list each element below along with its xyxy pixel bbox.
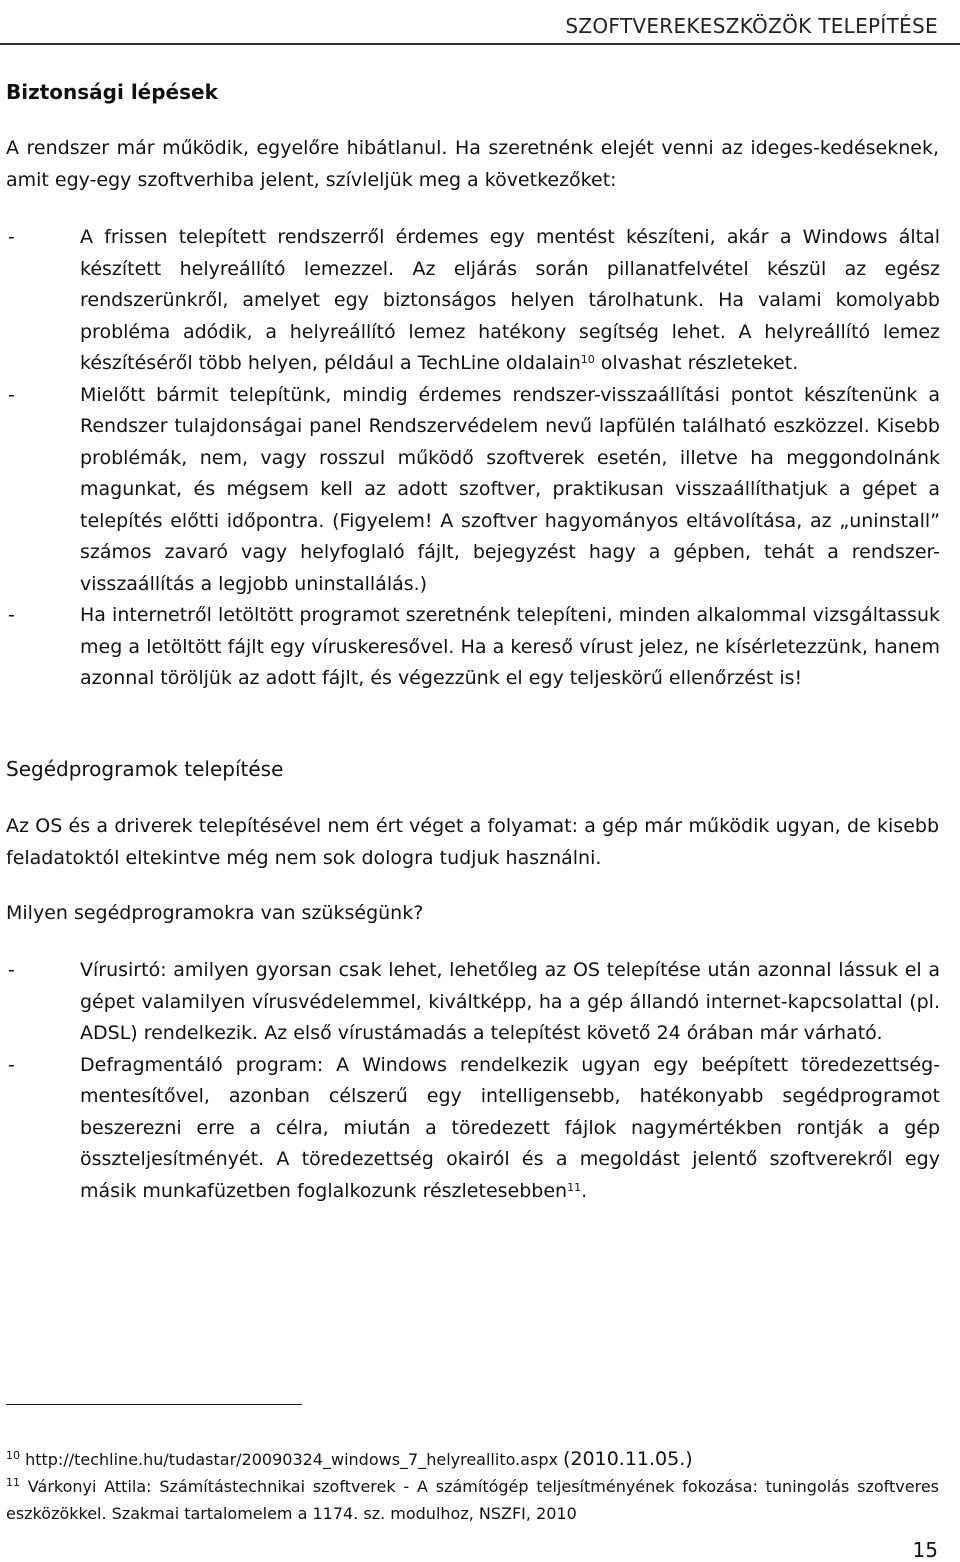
dash-bullet: - xyxy=(8,383,15,406)
list-item: - Defragmentáló program: A Windows rendelkezik ugyan egy beépített töredezettség-mentesítővel, azonban célszerű egy intelligensebb, hatékonyabb segédprogramot beszerezni erre a célra, miután a töredezett fájlok nagymértékben rontják a gép összteljesítményét. A töredezettség okairól és a megoldást jelentő szoftverekről egy másik munkafüzetben foglalkozunk részletesebben$^{11}$. xyxy=(0,1050,940,1208)
dash-bullet: - xyxy=(8,226,15,248)
list-item: - Ha internetről letöltött programot szeretnénk telepíteni, minden alkalommal vizsgáltassuk meg a letöltött fájlt egy víruskeresővel. Ha a kereső vírust jelez, ne kísérletezzünk, hanem azonnal töröljük az adott fájlt, és végezzünk el egy teljeskörű ellenőrzést is! xyxy=(0,600,940,695)
dash-bullet: - xyxy=(8,959,15,981)
footnote-ref-11[interactable]: 11 xyxy=(567,1180,582,1194)
footnote-separator xyxy=(6,1404,302,1405)
footnote-11 xyxy=(6,1473,939,1527)
utilities-question: Milyen segédprogramokra van szükségünk? xyxy=(6,902,424,924)
header-divider xyxy=(0,43,960,45)
footnote-text: Várkonyi Attila: Számítástechnikai szoftverek - A számítógép teljesítményének fokozása: tuningolás szoftveres eszközökkel. Szakmai tartalomelem a 1174. sz. modulhoz, NSZFI, 2010 xyxy=(6,1477,939,1523)
security-steps-list xyxy=(0,222,940,695)
section-heading-security: Biztonsági lépések xyxy=(6,80,218,104)
list-item: - Mielőtt bármit telepítünk, mindig érdemes rendszer-visszaállítási pontot készítenünk a Rendszer tulajdonságai panel Rendszervédelem nevű lapfülén található eszközzel. Kisebb problémák, nem, vagy rosszul működő szoftverek esetén, illetve ha meggondolnánk magunkat, és mégsem kell az adott szoftver, praktikusan visszaállíthatjuk a gépet a telepítés előtti időpontra. (Figyelem! A szoftver hagyományos eltávolítása, az „uninstall” számos zavaró vagy helyfoglaló fájlt, bejegyzést hagy a gépben, tehát a rendszer-visszaállítás a legjobb uninstallálás.) xyxy=(0,380,940,601)
list-item: - A frissen telepített rendszerről érdemes egy mentést készíteni, akár a Windows által készített helyreállító lemezzel. Az eljárás során pillanatfelvétel készül az egész rendszerünkről, amelyet egy biztonságos helyen tárolhatunk. Ha valami komolyabb probléma adódik, a helyreállító lemez hatékony segítség lehet. A helyreállító lemez készítéséről több helyen, például a TechLine oldalain$^{10}$ olvashat részleteket. xyxy=(0,222,940,380)
utilities-list xyxy=(0,955,940,1207)
dash-bullet: - xyxy=(8,604,15,626)
footnote-link[interactable]: http://techline.hu/tudastar/20090324_windows_7_helyreallito.aspx xyxy=(20,1450,564,1469)
utilities-intro-paragraph: Az OS és a driverek telepítésével nem ért véget a folyamat: a gép már működik ugyan, de kisebb feladatoktól eltekintve még nem sok dologra tudjuk használni. xyxy=(6,815,939,869)
footnote-number: 11 xyxy=(6,1476,20,1489)
footnote-date: (2010.11.05.) xyxy=(563,1448,693,1470)
running-header-title: SZOFTVEREKESZKÖZÖK TELEPÍTÉSE xyxy=(565,14,938,38)
security-intro-paragraph: A rendszer már működik, egyelőre hibátlanul. Ha szeretnénk elejét venni az ideges-kedéseknek, amit egy-egy szoftverhiba jelent, szívleljük meg a következőket: xyxy=(6,137,939,191)
footnote-10 xyxy=(6,1446,939,1473)
dash-bullet: - xyxy=(8,1053,15,1076)
list-item: - Vírusirtó: amilyen gyorsan csak lehet, lehetőleg az OS telepítése után azonnal lássuk el a gépet valamilyen vírusvédelemmel, kiváltképp, ha a gép állandó internet-kapcsolattal (pl. ADSL) rendelkezik. Az első vírustámadás a telepítést követő 24 órában már várható. xyxy=(0,955,940,1050)
section-heading-utilities: Segédprogramok telepítése xyxy=(6,757,284,781)
page-number: 15 xyxy=(912,1538,938,1562)
footnote-number: 10 xyxy=(6,1449,20,1462)
footnote-ref-10[interactable]: 10 xyxy=(580,353,595,366)
